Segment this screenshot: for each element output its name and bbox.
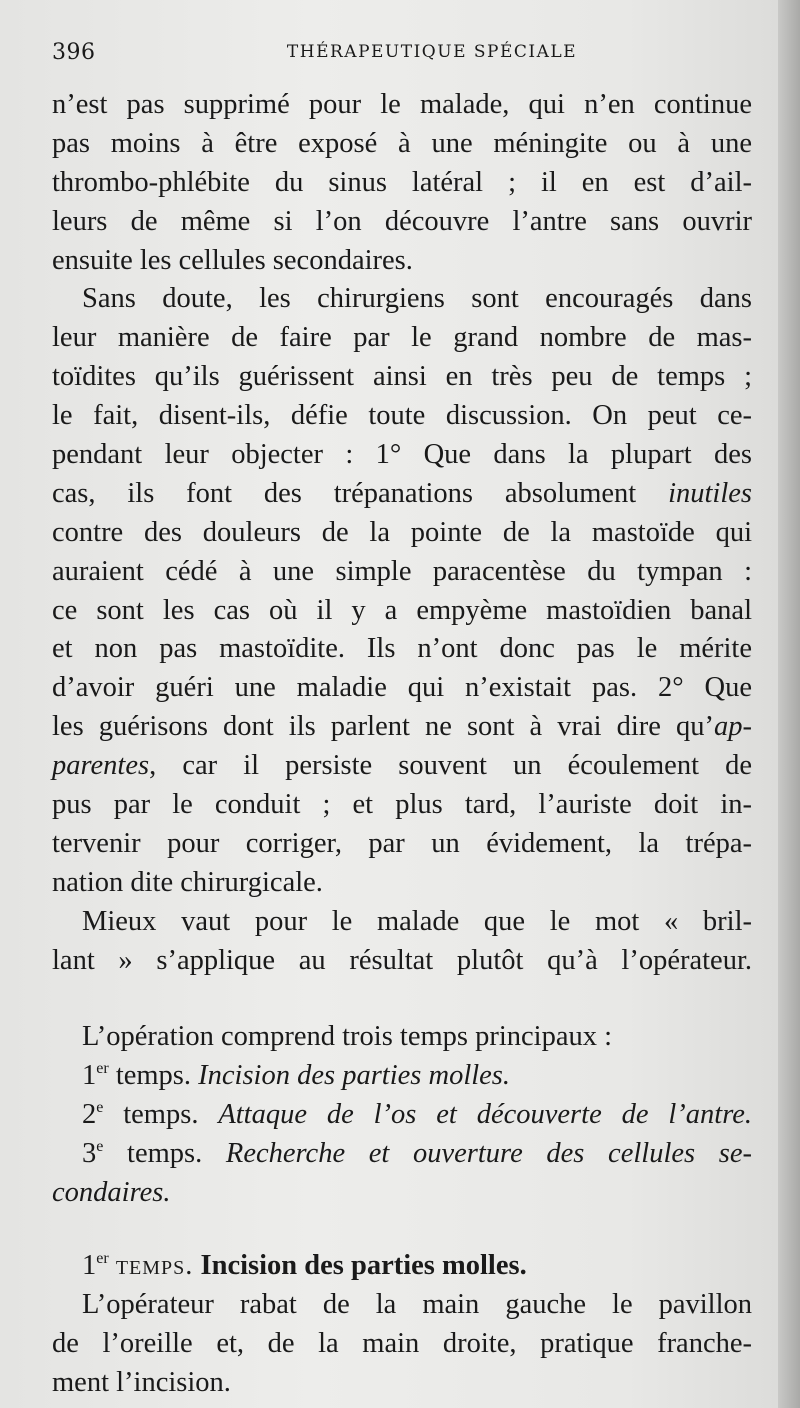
text-line: nation dite chirurgicale. xyxy=(52,866,323,898)
text-line xyxy=(52,708,752,747)
text-run: , car il persiste souvent un écoulement de xyxy=(149,750,752,782)
text-line: leur manière de faire par le grand nombre de mas- xyxy=(52,322,752,354)
step-3 xyxy=(52,1135,752,1174)
paragraph-2 xyxy=(52,280,752,902)
paragraph-5 xyxy=(52,1286,752,1403)
paragraph-3 xyxy=(52,903,752,981)
ordinal-suffix: er xyxy=(96,1249,109,1267)
text-line: auraient cédé à une simple paracentèse du tympan : xyxy=(52,555,752,587)
text-line: et non pas mastoïdite. Ils n’ont donc pas le mérite xyxy=(52,633,752,665)
section-number: 1 xyxy=(82,1249,97,1281)
text-line: ce sont les cas où il y a empyème mastoïdien banal xyxy=(52,594,752,626)
text-line: Sans doute, les chirurgiens sont encouragés dans xyxy=(82,283,752,315)
text-run: les guérisons dont ils parlent ne sont à vrai dire qu’ xyxy=(52,711,714,743)
section-title: Incision des parties molles. xyxy=(193,1249,527,1281)
step-label: temps. xyxy=(103,1138,226,1170)
step-label: temps. xyxy=(103,1099,219,1131)
text-line: pus par le conduit ; et plus tard, l’auriste doit in- xyxy=(52,789,752,821)
ordinal-suffix: e xyxy=(96,1138,104,1156)
text-line: Mieux vaut pour le malade que le mot « bril- xyxy=(82,905,752,937)
section-heading xyxy=(52,1247,752,1286)
text-line: ensuite les cellules secondaires. xyxy=(52,244,413,276)
text-line: de l’oreille et, de la main droite, pratique franche- xyxy=(52,1327,752,1359)
paragraph-gap xyxy=(52,1213,752,1247)
step-title-cont: condaires. xyxy=(52,1177,171,1209)
emphasis-apparentes: ap- xyxy=(714,711,752,743)
text-run: cas, ils font des trépanations absolument xyxy=(52,477,669,509)
page-edge xyxy=(778,0,800,1408)
step-title: Incision des parties molles. xyxy=(198,1060,511,1092)
emphasis-apparentes-cont: parentes xyxy=(52,750,150,782)
text-line: contre des douleurs de la pointe de la mastoïde qui xyxy=(52,516,752,548)
text-line xyxy=(52,1174,752,1213)
emphasis-inutiles: inutiles xyxy=(668,477,752,509)
text-line: pas moins à être exposé à une méningite ou à une xyxy=(52,127,752,159)
step-1 xyxy=(52,1057,752,1096)
text-line: toïdites qu’ils guérissent ainsi en très peu de temps ; xyxy=(52,361,752,393)
text-line xyxy=(52,475,752,514)
paragraph-1 xyxy=(52,86,752,280)
text-line: thrombo-phlébite du sinus latéral ; il en est d’ail- xyxy=(52,166,752,198)
step-number: 2 xyxy=(82,1099,97,1131)
page-body xyxy=(52,86,752,1403)
text-line: tervenir pour corriger, par un évidement, la trépa- xyxy=(52,827,752,859)
page-header xyxy=(52,40,752,70)
step-number: 3 xyxy=(82,1138,97,1170)
text-line: ment l’incision. xyxy=(52,1366,231,1398)
step-title: Recherche et ouverture des cellules se- xyxy=(225,1138,752,1170)
running-title: THÉRAPEUTIQUE SPÉCIALE xyxy=(286,42,578,62)
page-number: 396 xyxy=(52,40,96,65)
section-temps: temps. xyxy=(115,1249,194,1281)
section-title-line xyxy=(52,1247,752,1286)
text-line: L’opération comprend trois temps principaux : xyxy=(82,1021,613,1053)
text-line: pendant leur objecter : 1° Que dans la plupart des xyxy=(52,439,752,471)
text-line: leurs de même si l’on découvre l’antre sans ouvrir xyxy=(52,205,752,237)
text-line: lant » s’applique au résultat plutôt qu’à l’opérateur. xyxy=(52,944,752,976)
ordinal-suffix: e xyxy=(96,1099,104,1117)
step-title: Attaque de l’os et découverte de l’antre. xyxy=(218,1099,753,1131)
text-line: L’opérateur rabat de la main gauche le pavillon xyxy=(82,1288,752,1320)
paragraph-4 xyxy=(52,1018,752,1212)
step-label: temps. xyxy=(108,1060,199,1092)
step-number: 1 xyxy=(82,1060,97,1092)
ordinal-suffix: er xyxy=(96,1060,109,1078)
text-line xyxy=(52,747,752,786)
text-line: le fait, disent-ils, défie toute discussion. On peut ce- xyxy=(52,400,752,432)
paragraph-gap xyxy=(52,980,752,1018)
text-line: d’avoir guéri une maladie qui n’existait pas. 2° Que xyxy=(52,672,752,704)
step-2 xyxy=(52,1096,752,1135)
text-line: n’est pas supprimé pour le malade, qui n’en continue xyxy=(52,89,752,120)
